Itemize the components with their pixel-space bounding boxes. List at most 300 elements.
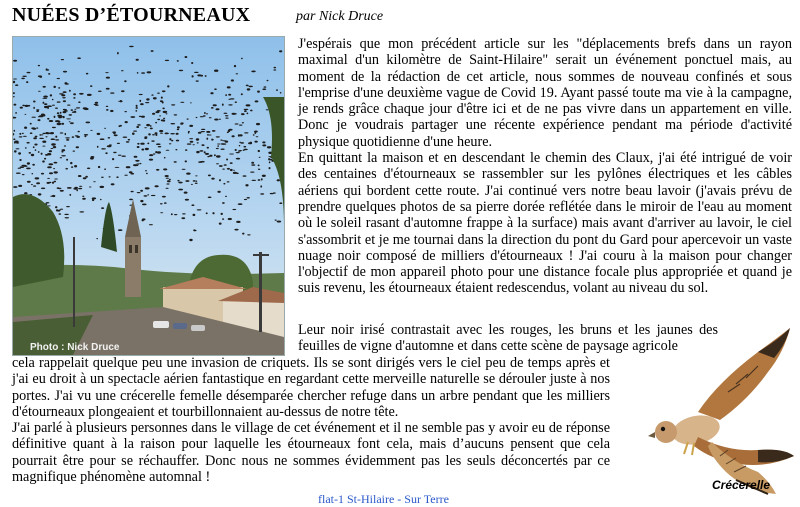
starling-mark xyxy=(53,146,56,148)
starling-mark xyxy=(149,224,153,225)
starling-mark xyxy=(52,105,55,106)
starling-mark xyxy=(216,163,219,164)
starling-mark xyxy=(165,133,169,134)
starling-mark xyxy=(110,92,114,93)
starling-mark xyxy=(32,117,36,118)
starling-mark xyxy=(116,176,118,178)
starling-mark xyxy=(201,129,205,130)
starling-mark xyxy=(92,197,96,199)
starling-mark xyxy=(65,133,67,135)
starling-mark xyxy=(230,98,235,99)
starling-mark xyxy=(212,130,216,132)
starling-mark xyxy=(208,135,211,136)
starling-mark xyxy=(234,65,236,67)
starling-mark xyxy=(234,229,238,231)
starling-mark xyxy=(131,191,134,193)
starling-mark xyxy=(238,134,240,136)
starling-mark xyxy=(74,165,77,167)
starling-mark xyxy=(225,115,228,116)
starling-mark xyxy=(101,207,104,209)
starlings-photo-image xyxy=(13,37,284,355)
starling-mark xyxy=(97,146,99,148)
starling-mark xyxy=(244,199,247,200)
starling-mark xyxy=(20,166,24,168)
starling-mark xyxy=(197,209,202,210)
starling-mark xyxy=(245,184,248,186)
starling-mark xyxy=(51,143,56,145)
starling-mark xyxy=(244,132,248,133)
starling-mark xyxy=(193,180,196,182)
starling-mark xyxy=(253,134,255,135)
starling-mark xyxy=(171,104,175,105)
starling-mark xyxy=(52,195,55,197)
starling-mark xyxy=(145,170,147,171)
starling-mark xyxy=(164,202,167,204)
starling-mark xyxy=(208,175,211,177)
starling-mark xyxy=(66,206,70,207)
article-title: NUÉES D’ÉTOURNEAUX xyxy=(12,4,251,26)
starling-mark xyxy=(262,141,265,143)
starling-mark xyxy=(196,117,198,118)
starling-mark xyxy=(194,72,199,73)
starling-mark xyxy=(238,203,243,205)
starling-mark xyxy=(257,91,260,93)
starling-mark xyxy=(134,165,139,166)
starling-mark xyxy=(153,153,156,154)
starling-mark xyxy=(198,132,202,134)
starling-mark xyxy=(197,74,201,76)
starling-mark xyxy=(249,86,253,88)
starling-mark xyxy=(147,143,149,145)
starling-mark xyxy=(210,92,213,94)
starling-mark xyxy=(216,136,220,137)
starling-mark xyxy=(63,91,67,93)
starling-mark xyxy=(219,165,223,167)
starling-mark xyxy=(163,118,165,119)
paragraph-story: En quittant la maison et en descendant le chemin des Claux, j'ai été intrigué de voir des centaines d'étourneaux se rassembler sur les pylônes électriques et les câbles aériens qui bordent cette route. J'ai continué vers notre beau lavoir (j'avais prévu de prendre quelques photos de sa pierre dorée reflétée dans le miroir de l'eau au moment où le soleil rasant d'automne frappe à la surface) mais avant d'arriver au lavoir, le ciel s'assombrit et je me tournai dans la direction du pont du Gard pour apercevoir un vaste nuage noir composé de milliers d'étourneaux ! J'ai couru à la maison pour changer l'objectif de mon appareil photo pour une distance focale plus appropriée et quand je suis revenu, les étourneaux étaient redescendus, volant au niveau du sol. xyxy=(298,150,792,297)
starling-mark xyxy=(32,128,36,130)
starling-mark xyxy=(232,113,236,115)
starling-mark xyxy=(83,107,88,109)
starling-mark xyxy=(76,107,80,108)
starling-mark xyxy=(46,202,50,203)
starling-mark xyxy=(30,123,32,125)
starling-mark xyxy=(165,60,169,61)
starling-mark xyxy=(166,150,170,151)
starling-mark xyxy=(166,113,168,114)
starling-mark xyxy=(235,123,239,124)
starling-mark xyxy=(32,173,34,174)
starling-mark xyxy=(197,142,199,143)
starling-mark xyxy=(53,168,55,169)
starling-mark xyxy=(106,106,109,107)
starling-mark xyxy=(185,160,187,162)
starling-mark xyxy=(177,60,179,62)
starling-mark xyxy=(155,151,157,153)
starling-mark xyxy=(27,72,31,74)
starling-mark xyxy=(166,178,169,179)
starling-mark xyxy=(236,221,240,223)
starling-mark xyxy=(69,114,73,116)
starling-mark xyxy=(171,213,173,215)
starling-mark xyxy=(262,144,266,146)
article-body-full-width xyxy=(12,355,610,485)
starling-mark xyxy=(174,214,177,215)
starling-mark xyxy=(39,76,42,78)
starling-mark xyxy=(176,133,179,135)
starling-mark xyxy=(204,151,206,153)
starling-mark xyxy=(151,50,154,52)
starling-mark xyxy=(61,123,64,125)
starling-mark xyxy=(180,123,183,125)
starling-mark xyxy=(228,218,232,220)
starling-mark xyxy=(225,196,227,197)
starling-mark xyxy=(58,116,62,118)
starling-mark xyxy=(33,101,36,103)
starling-mark xyxy=(18,185,22,187)
starling-mark xyxy=(206,138,208,140)
starling-mark xyxy=(279,50,282,52)
starling-mark xyxy=(54,181,57,183)
starling-mark xyxy=(149,154,153,156)
starling-mark xyxy=(201,144,204,146)
starling-mark xyxy=(69,90,71,92)
starling-mark xyxy=(140,190,143,192)
starling-mark xyxy=(144,127,147,128)
starling-mark xyxy=(216,148,219,149)
starling-mark xyxy=(250,172,254,173)
starling-mark xyxy=(22,133,24,134)
starling-mark xyxy=(145,102,149,103)
starling-mark xyxy=(273,192,276,193)
starling-mark xyxy=(13,138,15,140)
starling-mark xyxy=(74,111,77,112)
starling-mark xyxy=(273,69,276,70)
kestrel-icon xyxy=(608,322,796,500)
kestrel-caption: Crécerelle xyxy=(712,478,771,492)
starling-mark xyxy=(43,102,45,104)
starling-mark xyxy=(227,86,231,88)
starling-mark xyxy=(30,132,33,134)
starling-mark xyxy=(102,148,105,149)
starling-mark xyxy=(141,72,145,74)
starling-mark xyxy=(233,170,235,171)
starling-mark xyxy=(16,142,19,143)
starling-mark xyxy=(139,94,143,95)
starling-mark xyxy=(222,169,225,170)
starling-mark xyxy=(26,168,31,170)
starling-mark xyxy=(67,187,72,189)
starling-mark xyxy=(224,164,227,166)
starling-mark xyxy=(54,179,58,180)
starling-mark xyxy=(49,120,53,122)
starling-mark xyxy=(177,180,179,182)
starling-mark xyxy=(61,94,65,96)
starling-mark xyxy=(144,195,148,197)
starling-mark xyxy=(62,149,66,151)
starling-mark xyxy=(54,171,58,173)
starling-mark xyxy=(15,84,18,86)
starling-mark xyxy=(16,173,21,174)
starling-mark xyxy=(52,127,56,128)
starling-mark xyxy=(186,173,190,175)
starling-mark xyxy=(146,98,149,100)
starling-mark xyxy=(268,159,272,161)
starling-mark xyxy=(22,76,27,77)
starling-mark xyxy=(219,119,221,120)
starling-mark xyxy=(58,87,60,89)
starling-mark xyxy=(243,175,247,177)
photo-credit: Photo : Nick Druce xyxy=(30,342,120,353)
starling-mark xyxy=(211,107,214,109)
starling-mark xyxy=(227,132,229,134)
starling-mark xyxy=(208,197,212,199)
starling-mark xyxy=(162,196,166,198)
starling-mark xyxy=(63,71,67,73)
starling-mark xyxy=(70,162,72,164)
starling-mark xyxy=(119,125,121,127)
starling-mark xyxy=(137,124,141,126)
starling-mark xyxy=(128,139,130,141)
starling-mark xyxy=(100,199,102,201)
starling-mark xyxy=(250,110,253,112)
starling-mark xyxy=(157,110,161,112)
starling-mark xyxy=(151,195,156,196)
starling-mark xyxy=(167,85,169,87)
starling-mark xyxy=(189,239,192,241)
starling-mark xyxy=(58,213,61,215)
starling-mark xyxy=(54,162,58,164)
starling-mark xyxy=(57,78,60,79)
starling-mark xyxy=(171,123,176,124)
starling-mark xyxy=(146,124,150,126)
starling-mark xyxy=(42,141,46,143)
starling-mark xyxy=(120,100,122,102)
starling-mark xyxy=(159,115,161,116)
starling-mark xyxy=(177,129,180,131)
starling-mark xyxy=(106,77,110,79)
starling-mark xyxy=(148,133,151,135)
starling-mark xyxy=(189,125,193,127)
starling-mark xyxy=(185,180,189,182)
starling-mark xyxy=(38,91,41,92)
starling-mark xyxy=(192,75,194,77)
starling-mark xyxy=(251,71,255,73)
starling-mark xyxy=(25,114,27,115)
starling-mark xyxy=(160,100,163,102)
starling-mark xyxy=(242,122,244,123)
starling-mark xyxy=(176,140,179,142)
starling-mark xyxy=(276,89,278,91)
starling-mark xyxy=(279,202,282,204)
starling-mark xyxy=(190,141,194,143)
starling-mark xyxy=(53,86,56,88)
starling-mark xyxy=(153,97,157,99)
starling-mark xyxy=(228,129,232,131)
starling-mark xyxy=(136,105,138,107)
starling-mark xyxy=(114,134,118,136)
starling-mark xyxy=(61,59,64,60)
starling-mark xyxy=(219,179,221,181)
starling-mark xyxy=(55,206,57,208)
starling-mark xyxy=(33,107,35,109)
starling-mark xyxy=(109,176,111,177)
starling-mark xyxy=(145,148,149,150)
starling-mark xyxy=(125,121,128,123)
starling-mark xyxy=(47,153,51,155)
starling-mark xyxy=(217,191,220,193)
starling-mark xyxy=(76,136,80,138)
starling-mark xyxy=(47,178,50,179)
starling-mark xyxy=(256,136,259,137)
starling-mark xyxy=(86,73,89,75)
starling-mark xyxy=(24,192,27,194)
starling-mark xyxy=(36,110,39,112)
starling-mark xyxy=(169,138,171,140)
starling-mark xyxy=(241,58,243,59)
starling-mark xyxy=(15,112,17,114)
starling-mark xyxy=(126,166,131,168)
starling-mark xyxy=(14,150,17,152)
starling-mark xyxy=(193,144,195,145)
starling-mark xyxy=(260,193,264,194)
starling-mark xyxy=(105,72,108,73)
starling-mark xyxy=(140,103,144,105)
starling-mark xyxy=(160,212,163,213)
starling-mark xyxy=(57,112,59,114)
starling-mark xyxy=(140,200,143,202)
starling-mark xyxy=(151,94,153,95)
starling-mark xyxy=(166,188,169,189)
starling-mark xyxy=(147,194,149,195)
starling-mark xyxy=(156,169,159,171)
starling-mark xyxy=(155,132,158,134)
starling-mark xyxy=(174,114,178,115)
starling-mark xyxy=(169,143,172,144)
starling-mark xyxy=(51,138,55,140)
starling-mark xyxy=(203,115,206,116)
starling-mark xyxy=(95,102,98,104)
starling-mark xyxy=(54,116,56,117)
footer-link[interactable]: flat-1 St-Hilaire - Sur Terre xyxy=(318,492,449,506)
starling-mark xyxy=(136,126,139,128)
starling-mark xyxy=(196,80,199,81)
starling-mark xyxy=(14,130,16,132)
starling-mark xyxy=(126,141,130,143)
starling-mark xyxy=(221,143,225,144)
starling-mark xyxy=(239,145,241,146)
starling-mark xyxy=(105,152,107,154)
starling-mark xyxy=(135,110,137,112)
starling-mark xyxy=(238,151,241,152)
starling-mark xyxy=(165,175,169,177)
paragraph-contrast: Leur noir irisé contrastait avec les rouges, les bruns et les jaunes des feuilles de vigne d'automne et dans cette scène de paysage agricole xyxy=(298,322,718,355)
starling-mark xyxy=(211,139,213,141)
starling-mark xyxy=(214,154,216,156)
starling-mark xyxy=(243,146,246,148)
starling-mark xyxy=(98,166,100,168)
starling-mark xyxy=(20,107,23,109)
starling-mark xyxy=(260,185,262,187)
starling-mark xyxy=(142,204,147,206)
starling-mark xyxy=(84,134,88,136)
starling-mark xyxy=(82,198,86,200)
starling-mark xyxy=(187,118,189,119)
starling-mark xyxy=(79,93,84,95)
starling-mark xyxy=(77,57,81,59)
starling-mark xyxy=(182,169,186,170)
starlings-photo xyxy=(12,36,285,356)
starling-mark xyxy=(73,151,76,152)
starling-mark xyxy=(33,185,36,186)
paragraph-conclusion: J'ai parlé à plusieurs personnes dans le village de cet événement et il ne semble pas y avoir eu de réponse définitive quant à la raison pour laquelle les étourneaux font cela, mais d’aucuns pensent que cela pourrait être pour se réchauffer. Donc nous ne sommes évidemment pas les seuls déconcertés par ce magnifique phénomène automnal ! xyxy=(12,420,610,486)
starling-mark xyxy=(199,150,203,152)
starling-mark xyxy=(241,93,243,95)
starling-mark xyxy=(65,168,68,170)
starling-mark xyxy=(155,122,157,124)
starling-mark xyxy=(141,149,144,151)
starling-mark xyxy=(139,100,141,102)
starling-mark xyxy=(247,234,250,235)
starling-mark xyxy=(145,187,150,189)
starling-mark xyxy=(205,75,207,77)
starling-mark xyxy=(86,122,91,124)
starling-mark xyxy=(157,119,160,120)
starling-mark xyxy=(45,136,47,137)
starling-mark xyxy=(71,109,74,111)
starling-mark xyxy=(236,152,240,153)
starling-mark xyxy=(136,59,139,61)
starling-mark xyxy=(267,146,271,148)
starling-mark xyxy=(162,90,166,92)
starling-mark xyxy=(83,177,87,179)
starling-mark xyxy=(41,134,44,135)
starling-mark xyxy=(52,99,54,101)
starling-mark xyxy=(277,221,282,223)
starling-mark xyxy=(157,93,160,94)
starling-mark xyxy=(129,46,134,47)
starling-mark xyxy=(133,131,137,132)
starling-mark xyxy=(227,168,230,170)
starling-mark xyxy=(50,132,54,134)
starling-mark xyxy=(104,128,106,129)
starling-mark xyxy=(235,149,237,151)
starling-mark xyxy=(35,136,38,138)
starling-mark xyxy=(69,194,71,196)
starling-mark xyxy=(16,148,20,149)
starling-mark xyxy=(152,113,155,115)
starling-mark xyxy=(50,94,52,96)
starling-mark xyxy=(228,104,232,105)
starling-mark xyxy=(137,72,139,74)
starling-mark xyxy=(175,149,177,150)
starling-mark xyxy=(65,82,68,84)
starling-mark xyxy=(254,132,256,134)
starling-mark xyxy=(71,166,73,168)
starling-mark xyxy=(152,134,155,135)
starling-mark xyxy=(41,173,44,175)
starling-mark xyxy=(178,189,183,191)
kestrel-illustration xyxy=(608,322,796,500)
starling-mark xyxy=(101,177,104,178)
starling-mark xyxy=(244,109,249,110)
starling-mark xyxy=(188,131,190,133)
starling-mark xyxy=(222,218,224,220)
starling-mark xyxy=(109,144,112,145)
starling-mark xyxy=(19,136,23,137)
starling-mark xyxy=(174,161,177,163)
starling-mark xyxy=(60,190,64,192)
